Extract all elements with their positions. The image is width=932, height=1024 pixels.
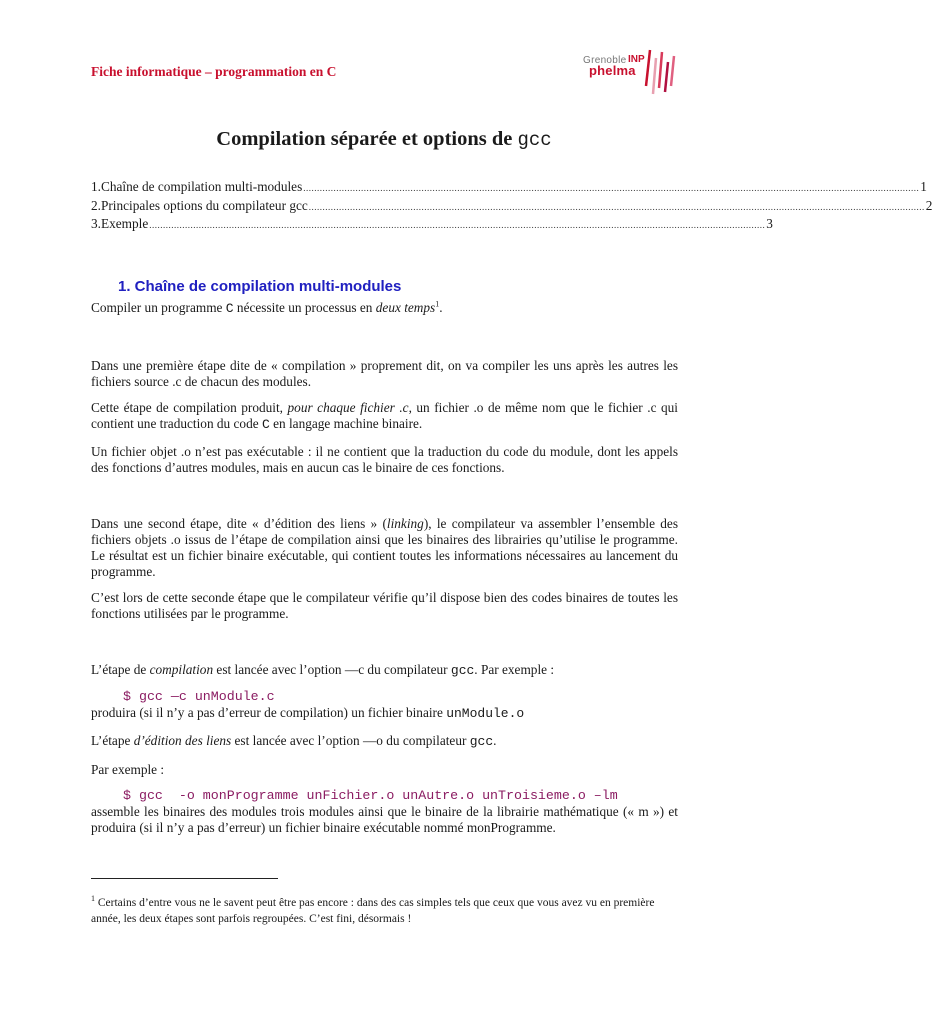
emphasis: compilation: [149, 662, 214, 677]
text-run: est lancée avec l’option —o du compilateur: [231, 733, 470, 748]
paragraph-intro: [91, 300, 678, 317]
toc-leader: ................................................................................................................................................................................................................................: [308, 201, 925, 212]
text-run: produira (si il n’y a pas d’erreur de compilation) un fichier binaire: [91, 705, 447, 720]
emphasis: pour chaque fichier .c: [287, 400, 409, 415]
page-title: [0, 126, 768, 153]
emphasis: deux temps: [375, 300, 436, 315]
inline-code: gcc: [469, 734, 494, 749]
footnote-mark: 1: [91, 894, 95, 904]
logo-stripes-icon: [644, 42, 678, 97]
grenoble-inp-phelma-logo: [578, 42, 678, 97]
paragraph-option-o: [91, 733, 678, 750]
toc-number: 3.: [91, 216, 101, 231]
paragraph-object-file: Un fichier objet .o n’est pas exécutable : il ne contient que la traduction du code du module, dont les appels des fonctions d’autres modules, mais en aucun cas le binaire de ces fonctions.: [91, 444, 678, 475]
toc-entry[interactable]: [91, 216, 773, 235]
toc-label: Chaîne de compilation multi-modules: [100, 179, 303, 194]
inline-code: unModule.o: [446, 706, 525, 721]
paragraph-step1: Dans une première étape dite de « compilation » proprement dit, on va compiler les uns après les autres les fichiers source .c de chacun des modules.: [91, 358, 678, 389]
table-of-contents: [91, 179, 932, 235]
section-heading: 1. Chaîne de compilation multi-modules: [118, 278, 402, 295]
text-run: ), le compilateur va assembler l’ensemble des fichiers objets .o issus de l’étape de compilation ainsi que les binaires des librairies qu’utilise le programme. Le résultat est un fichier binaire exécutable, qui contient toutes les informations nécessaires au lancement du programme.: [91, 516, 678, 579]
toc-number: 1.: [91, 179, 101, 194]
footnote: [91, 895, 678, 927]
footnote-ref[interactable]: 1: [435, 299, 440, 309]
text-run: Cette étape de compilation produit,: [91, 400, 288, 415]
code-example-compile: $ gcc —c unModule.c: [123, 689, 275, 704]
paragraph-par-exemple: Par exemple :: [91, 762, 165, 777]
text-run: Dans une second étape, dite « d’édition des liens » (: [91, 516, 387, 531]
toc-label: Principales options du compilateur gcc: [100, 197, 308, 213]
logo-grenoble-text: Grenoble: [583, 55, 627, 66]
paragraph-step2-check: C’est lors de cette seconde étape que le compilateur vérifie qu’il dispose bien des codes binaires de toutes les fonctions utilisées par le programme.: [91, 590, 678, 621]
text-run: en langage machine binaire.: [269, 416, 423, 431]
text-run: nécessite un processus en: [233, 300, 376, 315]
course-header: Fiche informatique – programmation en C: [91, 64, 337, 79]
emphasis: d’édition des liens: [133, 733, 232, 748]
text-run: .: [439, 300, 443, 315]
toc-page: 2: [925, 197, 932, 213]
toc-leader: ................................................................................................................................................................................................................................: [149, 220, 766, 230]
title-text: Compilation séparée et options de: [216, 128, 518, 150]
inline-code: C: [225, 301, 234, 316]
text-run: , un fichier .o de même nom que le fichier .c qui contient une traduction du code: [91, 400, 678, 431]
text-run: Compiler un programme: [91, 300, 226, 315]
logo-phelma-text: phelma: [589, 63, 636, 78]
emphasis: linking: [386, 516, 424, 531]
footnote-text: Certains d’entre vous ne le savent peut être pas encore : dans des cas simples tels que ceux que vous avez vu en première année, les deux étapes sont parfois regroupées. C’est fini, désormais !: [91, 897, 655, 925]
title-code: gcc: [517, 129, 552, 151]
code-example-link: $ gcc -o monProgramme unFichier.o unAutre.o unTroisieme.o –lm: [123, 788, 618, 803]
toc-entry[interactable]: [91, 179, 927, 198]
text-run: est lancée avec l’option —c du compilateur: [213, 662, 451, 677]
text-run: .: [493, 733, 497, 748]
text-run: L’étape de: [91, 662, 150, 677]
toc-label: Exemple: [100, 216, 149, 231]
paragraph-step1-output: [91, 400, 678, 433]
toc-leader: ................................................................................................................................................................................................................................: [303, 183, 920, 193]
paragraph-assemble: assemble les binaires des modules trois modules ainsi que le binaire de la librairie mathématique (« m ») et produira (si il n’y a pas d’erreur) un fichier binaire exécutable nommé monProgramme.: [91, 804, 678, 835]
text-run: L’étape: [91, 733, 134, 748]
inline-code: C: [261, 417, 270, 432]
footnote-separator: [91, 878, 278, 879]
toc-entry[interactable]: [91, 197, 932, 217]
inline-code: gcc: [450, 663, 475, 678]
paragraph-step2: [91, 516, 678, 580]
logo-inp-text: INP: [628, 54, 645, 65]
text-run: . Par exemple :: [474, 662, 555, 677]
toc-page: 1: [920, 179, 927, 194]
toc-page: 3: [766, 216, 773, 231]
toc-number: 2.: [91, 197, 101, 213]
paragraph-produira: [91, 705, 678, 722]
paragraph-option-c: [91, 662, 678, 679]
